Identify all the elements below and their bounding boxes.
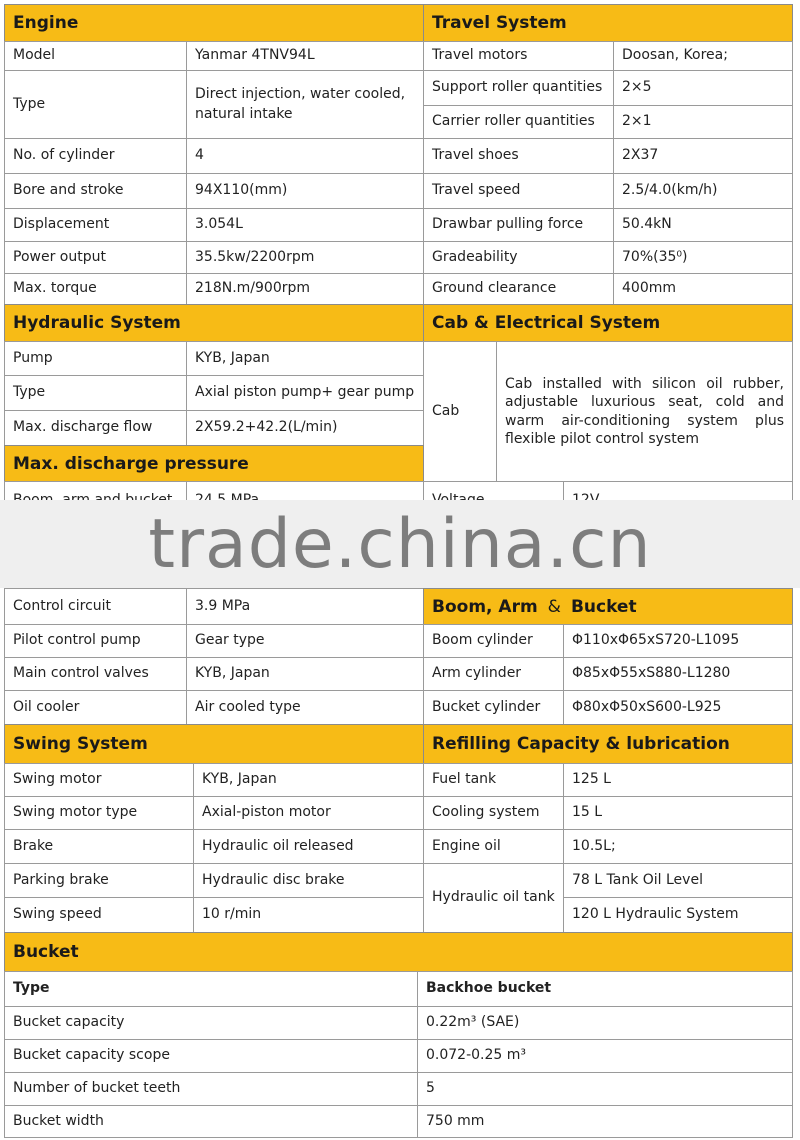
engine-torque-value: 218N.m/900rpm [186,273,424,305]
swing-speed-value: 10 r/min [193,897,424,933]
swing-speed-label: Swing speed [4,897,194,933]
hydraulic-system-capacity: 120 L Hydraulic System [563,897,793,933]
engine-cylinders-label: No. of cylinder [4,138,187,174]
pilot-pump-value: Gear type [186,624,424,658]
parking-brake-value: Hydraulic disc brake [193,863,424,898]
bucket-section-header [4,932,793,972]
watermark-text: trade.china.cn [148,504,652,584]
control-circuit-value: 3.9 MPa [186,588,424,625]
bucket-capacity-scope-value: 0.072-0.25 m³ [417,1039,793,1073]
support-roller-label: Support roller quantities [423,70,614,106]
swing-motor-value: KYB, Japan [193,763,424,797]
travel-motors-value: Doosan, Korea; [613,41,793,71]
main-valves-value: KYB, Japan [186,657,424,691]
oil-cooler-label: Oil cooler [4,690,187,725]
engine-bore-value: 94X110(mm) [186,173,424,209]
engine-oil-label: Engine oil [423,829,564,864]
travel-shoes-value: 2X37 [613,138,793,174]
hydraulic-oil-tank-level: 78 L Tank Oil Level [563,863,793,898]
pump-label: Pump [4,341,187,376]
hydraulic-section-header [4,304,424,342]
travel-section-header [423,4,793,42]
carrier-roller-value: 2×1 [613,105,793,139]
engine-bore-label: Bore and stroke [4,173,187,209]
bucket-capacity-label: Bucket capacity [4,1006,418,1040]
engine-type-label: Type [4,70,187,139]
boom-title-a: Boom, Arm [432,596,538,617]
engine-model-value: Yanmar 4TNV94L [186,41,424,71]
drawbar-force-value: 50.4kN [613,208,793,242]
bucket-type-value: Backhoe bucket [417,971,793,1007]
bucket-type-header: Type [4,971,418,1007]
cooling-system-value: 15 L [563,796,793,830]
bucket-width-label: Bucket width [4,1105,418,1138]
pilot-pump-label: Pilot control pump [4,624,187,658]
pressure-title: Max. discharge pressure [13,453,249,474]
hydraulic-oil-tank-label: Hydraulic oil tank [423,863,564,933]
boom-title-amp: & [547,596,561,617]
swing-motor-type-value: Axial-piston motor [193,796,424,830]
fuel-tank-label: Fuel tank [423,763,564,797]
swing-title: Swing System [13,734,148,754]
engine-cylinders-value: 4 [186,138,424,174]
boom-cylinder-label: Boom cylinder [423,624,564,658]
bucket-capacity-scope-label: Bucket capacity scope [4,1039,418,1073]
bucket-width-value: 750 mm [417,1105,793,1138]
travel-shoes-label: Travel shoes [423,138,614,174]
gradeability-label: Gradeability [423,241,614,274]
refill-section-header [423,724,793,764]
carrier-roller-label: Carrier roller quantities [423,105,614,139]
arm-cylinder-value: Φ85xΦ55xS880-L1280 [563,657,793,691]
bucket-teeth-value: 5 [417,1072,793,1106]
brake-label: Brake [4,829,194,864]
gradeability-value: 70%(35⁰) [613,241,793,274]
swing-motor-label: Swing motor [4,763,194,797]
discharge-flow-value: 2X59.2+42.2(L/min) [186,410,424,446]
engine-title: Engine [13,13,79,33]
boom-section-header [423,588,793,625]
engine-type-value: Direct injection, water cooled, natural intake [186,70,424,139]
drawbar-force-label: Drawbar pulling force [423,208,614,242]
engine-section-header [4,4,424,42]
hydraulic-title: Hydraulic System [13,313,181,333]
main-valves-label: Main control valves [4,657,187,691]
cab-title: Cab & Electrical System [432,313,661,333]
watermark [0,500,800,588]
refill-title: Refilling Capacity & lubrication [432,734,730,754]
boom-cylinder-value: Φ110xΦ65xS720-L1095 [563,624,793,658]
bucket-title: Bucket [13,942,79,962]
engine-displacement-label: Displacement [4,208,187,242]
boom-title-b: Bucket [570,596,637,617]
ground-clearance-label: Ground clearance [423,273,614,305]
bucket-cylinder-label: Bucket cylinder [423,690,564,725]
travel-motors-label: Travel motors [423,41,614,71]
engine-model-label: Model [4,41,187,71]
bucket-cylinder-value: Φ80xΦ50xS600-L925 [563,690,793,725]
engine-oil-value: 10.5L; [563,829,793,864]
bucket-capacity-value: 0.22m³ (SAE) [417,1006,793,1040]
parking-brake-label: Parking brake [4,863,194,898]
swing-section-header [4,724,424,764]
fuel-tank-value: 125 L [563,763,793,797]
ground-clearance-value: 400mm [613,273,793,305]
travel-speed-label: Travel speed [423,173,614,209]
pump-type-value: Axial piston pump+ gear pump [186,375,424,411]
pump-value: KYB, Japan [186,341,424,376]
cab-label: Cab [423,341,497,482]
oil-cooler-value: Air cooled type [186,690,424,725]
cab-section-header [423,304,793,342]
engine-power-value: 35.5kw/2200rpm [186,241,424,274]
engine-torque-label: Max. torque [4,273,187,305]
cooling-system-label: Cooling system [423,796,564,830]
cab-description: Cab installed with silicon oil rubber, adjustable luxurious seat, cold and warm air-conditioning system plus flexible pilot control system [496,341,793,482]
swing-motor-type-label: Swing motor type [4,796,194,830]
pump-type-label: Type [4,375,187,411]
discharge-flow-label: Max. discharge flow [4,410,187,446]
arm-cylinder-label: Arm cylinder [423,657,564,691]
travel-speed-value: 2.5/4.0(km/h) [613,173,793,209]
support-roller-value: 2×5 [613,70,793,106]
engine-power-label: Power output [4,241,187,274]
pressure-section-header [4,445,424,482]
travel-title: Travel System [432,13,567,33]
control-circuit-label: Control circuit [4,588,187,625]
brake-value: Hydraulic oil released [193,829,424,864]
bucket-teeth-label: Number of bucket teeth [4,1072,418,1106]
engine-displacement-value: 3.054L [186,208,424,242]
